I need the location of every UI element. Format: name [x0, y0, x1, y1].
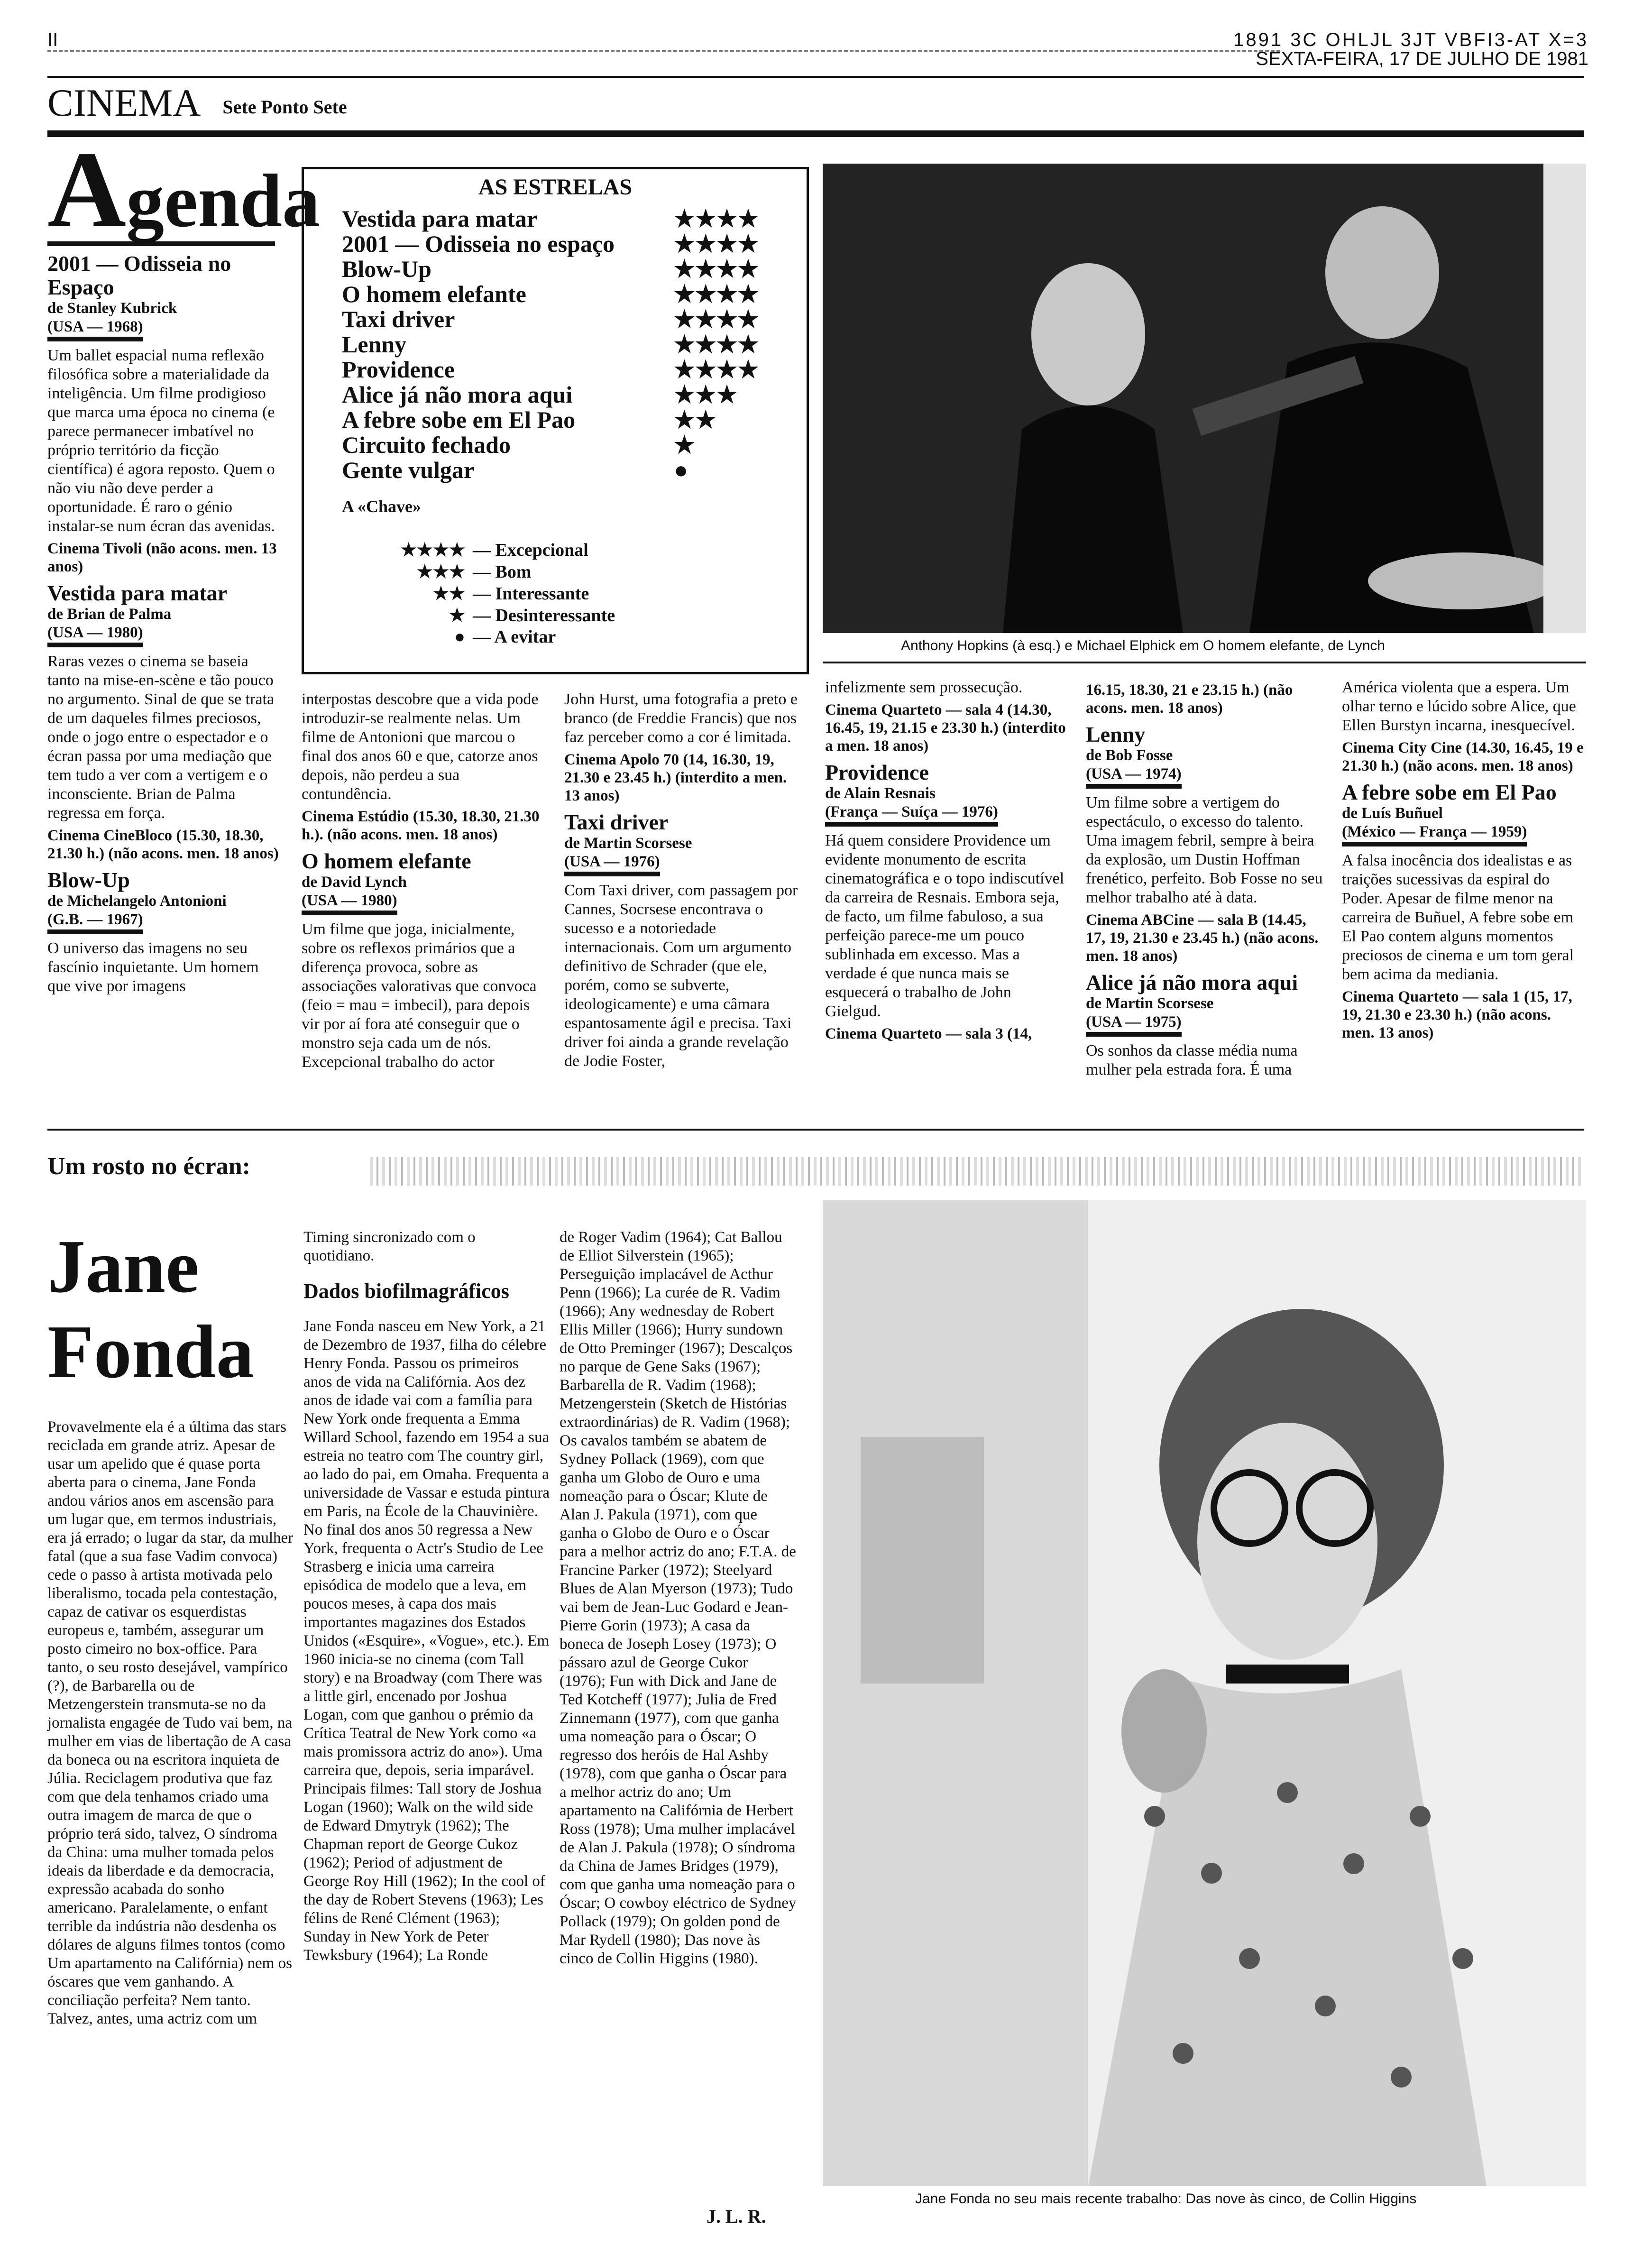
estrelas-row [342, 280, 792, 308]
film-director: de Luís Buñuel [1342, 805, 1443, 822]
key-row [342, 605, 615, 626]
estrelas-row [342, 331, 792, 358]
film-cinema: Cinema Quarteto — sala 3 (14, [825, 1025, 1032, 1042]
film-director: de David Lynch [302, 874, 407, 891]
agenda-column-3 [564, 690, 806, 1075]
rating-stars-icon: ● [674, 457, 688, 483]
section-divider [47, 1129, 1584, 1131]
continued-text: John Hurst, uma fotografia a preto e branco (de Freddie Francis) que nos faz perceber como a cor é limitada. [564, 690, 798, 746]
agenda-column-2 [302, 690, 543, 1076]
agenda-column-6 [1342, 678, 1584, 1047]
film-title: O homem elefante [302, 849, 471, 873]
estrelas-film: Gente vulgar [342, 457, 475, 483]
rating-stars-icon: ★★★★ [674, 230, 759, 257]
estrelas-film: Alice já não mora aqui [342, 381, 573, 408]
film-review: O universo das imagens no seu fascínio inquietante. Um homem que vive por imagens [47, 939, 259, 995]
feature-title-line1: Jane [47, 1224, 199, 1308]
estrelas-box [302, 167, 809, 674]
continued-text: América violenta que a espera. Um olhar terno e lúcido sobre Alice, que Ellen Burstyn incarna, inesquecível. [1342, 679, 1576, 734]
film-director: de Martin Scorsese [1086, 995, 1214, 1012]
section-name: CINEMA [47, 81, 199, 124]
photo-jane-fonda-caption: Jane Fonda no seu mais recente trabalho: Das nove às cinco, de Collin Higgins [915, 2191, 1417, 2207]
feature-text: Provavelmente ela é a última das stars reciclada em grande atriz. Apesar de usar um apelido que é quase porta aberta para o cinema, Jane Fonda andou vários anos em ascensão para um lugar que, em termos industriais, era já errado; o lugar da star, da mulher fatal (que a sua fase Vadim convoca) cede o passo à artista motivada pelo liberalismo, tocada pela contestação, capaz de cativar os esquerdistas europeus e, também, assegurar um posto cimeiro no box-office. Para tanto, o seu rosto desejável, vampírico (?), de Barbarella ou de Metzengerstein transmuta-se no da jornalista engagée de Tudo vai bem, na mulher em vias de libertação de A casa da boneca ou na escritora inquieta de Júlia. Reciclagem produtiva que faz com que dela tenhamos criado uma outra imagem de marca de que o próprio terá sido, talvez, O síndroma da China: uma mulher tomada pelos ideais da liberdade e da democracia, expressão acabada do sonho americano. Paralelamente, o enfant terrible da indústria não desdenha os dólares de alguns filmes tontos (como Um apartamento na Califórnia) nem os óscares que vem ganhando. A conciliação perfeita? Nem tanto. Talvez, antes, uma actriz com um [47, 1418, 294, 2027]
film-origin: (USA — 1980) [47, 624, 143, 647]
film-review: Os sonhos da classe média numa mulher pela estrada fora. É uma [1086, 1042, 1298, 1078]
film-title: Taxi driver [564, 810, 669, 834]
key-label: — Desinteressante [473, 606, 615, 626]
header-rule [47, 76, 1584, 78]
key-label: — A evitar [473, 627, 556, 647]
feature-title-line2: Fonda [47, 1309, 254, 1394]
film-title: Providence [825, 760, 929, 784]
key-row [342, 561, 532, 582]
film-title: Blow-Up [47, 868, 130, 892]
estrelas-row [342, 356, 792, 383]
feature-column-2 [303, 1228, 550, 1969]
film-review: Um ballet espacial numa reflexão filosófica sobre a materialidade da inteligência. Um filme prodigioso que marca uma época no cinema (e parece permanecer imbatível no próprio território da ficção científica) é agora reposto. Quem o não viu não deve perder a oportunidade. É raro o génio instalar-se num écran das avenidas. [47, 347, 275, 535]
section-subtitle: Sete Ponto Sete [222, 96, 347, 118]
film-cinema: Cinema Tivoli (não acons. men. 13 anos) [47, 540, 277, 575]
film-title: 2001 — Odisseia no Espaço [47, 251, 231, 299]
estrelas-row [342, 381, 792, 408]
film-director: de Martin Scorsese [564, 835, 692, 852]
estrelas-film: Providence [342, 356, 455, 383]
key-symbol-icon: ● [454, 627, 465, 647]
header-date: SEXTA-FEIRA, 17 DE JULHO DE 1981 [1256, 48, 1588, 69]
key-symbol-icon: ★★★★ [400, 540, 465, 560]
estrelas-row [342, 456, 792, 484]
film-cinema: Cinema Quarteto — sala 4 (14.30, 16.45, 19, 21.15 e 23.30 h.) (interdito a men. 18 anos) [825, 701, 1066, 754]
film-review: Há quem considere Providence um evidente monumento de escrita cinematográfica e o topo indiscutível da carreira de Resnais. Embora seja, de facto, um filme fabuloso, a sua perfeição parece-me um pouco sublinhada em excesso. Mas a verdade é que nunca mais se esquecerá o trabalho de John Gielgud. [825, 832, 1065, 1020]
film-title: Lenny [1086, 722, 1146, 746]
film-title: Alice já não mora aqui [1086, 970, 1298, 994]
feature-heading: Dados biofilmagráficos [303, 1279, 509, 1303]
mirror-text: 1891 3C OHLJL 3JT VBFI3-AT X=3 [1233, 29, 1588, 50]
key-label: — Excepcional [473, 540, 588, 560]
key-symbol-icon: ★★ [432, 584, 465, 604]
film-director: de Brian de Palma [47, 606, 172, 623]
film-director: de Alain Resnais [825, 785, 936, 802]
filmography: de Roger Vadim (1964); Cat Ballou de Elliot Silverstein (1965); Perseguição implacável de Acthur Penn (1966); La curée de R. Vadim (1966); Any wednesday de Robert Ellis Miller (1966); Hurry sundown de Otto Preminger (1967); Descalços no parque de Gene Saks (1967); Barbarella de R. Vadim (1968); Metzengerstein (Sketch de Histórias extraordinárias) de R. Vadim (1968); Os cavalos também se abatem de Sydney Pollack (1969), com que ganha um Globo de Ouro e uma nomeação para o Óscar; Klute de Alan J. Pakula (1971), com que ganha o Globo de Ouro e o Óscar para a melhor actriz do ano; F.T.A. de Francine Parker (1972); Steelyard Blues de Alan Myerson (1973); Tudo vai bem de Jean-Luc Godard e Jean-Pierre Gorin (1973); A casa da boneca de Joseph Losey (1973); O pássaro azul de George Cukor (1976); Fun with Dick and Jane de Ted Kotcheff (1977); Julia de Fred Zinnemann (1977), com que ganha uma nomeação para o Óscar; O regresso dos heróis de Hal Ashby (1978), com que ganha o Óscar para a melhor actriz do ano; Um apartamento na Califórnia de Herbert Ross (1978); Uma mulher implacável de Alan J. Pakula (1978); O síndroma da China de James Bridges (1979), com que ganha uma nomeação para o Óscar; O cowboy eléctrico de Sydney Pollack (1979); On golden pond de Mar Rydell (1980); Das nove às cinco de Collin Higgins (1980). [560, 1229, 797, 1967]
film-origin: (França — Suíça — 1976) [825, 803, 998, 827]
film-cinema: Cinema Quarteto — sala 1 (15, 17, 19, 21.30 e 23.30 h.) (não acons. men. 13 anos) [1342, 988, 1572, 1041]
photo-homem-elefante-caption: Anthony Hopkins (à esq.) e Michael Elphick em O homem elefante, de Lynch [901, 638, 1386, 653]
rating-stars-icon: ★★★ [674, 381, 738, 408]
feature-bio: Jane Fonda nasceu em New York, a 21 de Dezembro de 1937, filha do célebre Henry Fonda. Passou os primeiros anos de vida na Califórnia. Aos dez anos de idade vai com a família para New York onde frequenta a Emma Willard School, fazendo em 1954 a sua estreia no teatro com The country girl, ao lado do pai, em Omaha. Frequenta a universidade de Vassar e estuda pintura em Paris, na École de la Chauvinière. No final dos anos 50 regressa a New York, frequenta o Actr's Studio de Lee Strasberg e inicia uma carreira episódica de modelo que a leva, em poucos meses, à capa dos mais importantes magazines dos Estados Unidos («Esquire», «Vogue», etc.). Em 1960 inicia-se no cinema (com Tall story) e na Broadway (com There was a little girl, encenado por Joshua Logan, com que ganhou o prémio da Crítica Teatral de New York como «a mais promissora actriz do ano»). Uma carreira que, depois, seria imparável. Principais filmes: Tall story de Joshua Logan (1960); Walk on the wild side de Edward Dmytryk (1962); The Chapman report de George Cukoz (1962); Period of adjustment de George Roy Hill (1962); In the cool of the day de Robert Stevens (1963); Les félins de René Clément (1963); Sunday in New York de Peter Tewksbury (1964); La Ronde [303, 1318, 550, 1964]
key-label: — Bom [473, 562, 532, 582]
film-cinema: Cinema City Cine (14.30, 16.45, 19 e 21.30 h.) (não acons. men. 18 anos) [1342, 739, 1584, 774]
rating-stars-icon: ★ [674, 432, 695, 458]
caption-rule [823, 662, 1586, 663]
film-title: Vestida para matar [47, 581, 228, 605]
continued-text: infelizmente sem prossecução. [825, 679, 1023, 696]
estrelas-row [342, 230, 792, 258]
rating-stars-icon: ★★ [674, 406, 716, 433]
film-cinema: Cinema ABCine — sala B (14.45, 17, 19, 21.30 e 23.45 h.) (não acons. men. 18 anos) [1086, 911, 1319, 965]
page-header [47, 29, 1588, 69]
page-number: II [47, 29, 58, 50]
section-rule [47, 130, 1584, 137]
film-origin: (USA — 1976) [564, 853, 660, 876]
estrelas-film: Taxi driver [342, 306, 455, 332]
photo-homem-elefante-image [823, 164, 1586, 633]
continued-text: interpostas descobre que a vida pode introduzir-se realmente nelas. Um filme de Antonioni que marcou o final dos anos 60 e que, catorze anos depois, não perdeu a sua contundência. [302, 690, 539, 803]
film-review: Raras vezes o cinema se baseia tanto na mise-en-scène e tão pouco no argumento. Sinal de que se trata de um daqueles filmes preciosos, onde o jogo entre o espectador e o écran passa por uma mediação que tem tudo a ver com a vertigem e o inconsciente. Brian de Palma regressa em força. [47, 653, 275, 822]
photo-jane-fonda-image [823, 1200, 1586, 2186]
key-symbol-icon: ★★★ [416, 562, 465, 582]
feature-column-1 [47, 1418, 294, 2032]
film-origin: (G.B. — 1967) [47, 911, 143, 934]
rating-stars-icon: ★★★★ [674, 281, 759, 307]
rating-stars-icon: ★★★★ [674, 356, 759, 383]
film-origin: (USA — 1974) [1086, 765, 1182, 789]
film-director: de Michelangelo Antonioni [47, 892, 227, 910]
estrelas-film: A febre sobe em El Pao [342, 406, 576, 433]
agenda-column-1 [47, 129, 321, 1000]
film-cinema: Cinema Apolo 70 (14, 16.30, 19, 21.30 e 23.45 h.) (interdito a men. 13 anos) [564, 751, 787, 804]
estrelas-film: 2001 — Odisseia no espaço [342, 230, 615, 257]
film-origin: (USA — 1980) [302, 892, 397, 915]
signature: J. L. R. [707, 2206, 766, 2227]
rosto-label: Um rosto no écran: [47, 1153, 250, 1180]
agenda-column-4 [825, 678, 1067, 1048]
estrelas-row [342, 305, 792, 333]
film-review: A falsa inocência dos idealistas e as traições sucessivas da espiral do Poder. Apesar de filme menor na carreira de Buñuel, A febre sobe em El Pao contem alguns momentos preciosos de cinema e um tom geral bem acima da mediania. [1342, 852, 1574, 983]
key-row [342, 583, 589, 604]
film-review: Um filme que joga, inicialmente, sobre os reflexos primários que a diferença provoca, sobre as associações valorativas que convoca (feio = mau = imbecil), para depois vir por aí fora até conseguir que o monstro seja cada um de nós. Excepcional trabalho do actor [302, 920, 537, 1071]
agenda-column-5 [1086, 678, 1328, 1083]
halftone-band [370, 1157, 1584, 1186]
estrelas-film: Blow-Up [342, 256, 431, 282]
estrelas-row [342, 255, 792, 283]
section-title [47, 81, 347, 125]
estrelas-film: Vestida para matar [342, 205, 538, 232]
photo-homem-elefante [823, 164, 1586, 633]
photo-jane-fonda [823, 1200, 1586, 2186]
film-title: A febre sobe em El Pao [1342, 780, 1557, 804]
agenda-title: Agenda [47, 129, 321, 250]
film-origin: (México — França — 1959) [1342, 823, 1527, 846]
film-cinema: Cinema CineBloco (15.30, 18.30, 21.30 h.) (não acons. men. 18 anos) [47, 827, 279, 862]
key-title: A «Chave» [342, 497, 422, 516]
estrelas-row [342, 406, 792, 433]
film-director: de Stanley Kubrick [47, 300, 177, 317]
rating-stars-icon: ★★★★ [674, 205, 759, 232]
film-2001 [47, 252, 285, 576]
header-dashed-rule [47, 50, 1280, 52]
key-symbol-icon: ★ [449, 606, 465, 626]
film-cinema: Cinema Estúdio (15.30, 18.30, 21.30 h.). (não acons. men. 18 anos) [302, 808, 540, 843]
film-review: Um filme sobre a vertigem do espectáculo, o excesso do talento. Uma imagem febril, sempre à beira da explosão, um Dustin Hoffman frenético, perfeito. Bob Fosse no seu melhor trabalho até à data. [1086, 794, 1323, 906]
feature-intro: Timing sincronizado com o quotidiano. [303, 1229, 476, 1264]
film-director: de Bob Fosse [1086, 747, 1173, 764]
rating-stars-icon: ★★★★ [674, 331, 759, 358]
film-blowup [47, 868, 285, 996]
estrelas-title: AS ESTRELAS [478, 175, 633, 200]
key-label: — Interessante [473, 584, 589, 604]
estrelas-row [342, 431, 792, 459]
feature-title [47, 1224, 254, 1394]
key-row [342, 626, 556, 647]
film-cinema: 16.15, 18.30, 21 e 23.15 h.) (não acons. men. 18 anos) [1086, 681, 1293, 717]
estrelas-film: Circuito fechado [342, 432, 511, 458]
film-origin: (USA — 1975) [1086, 1013, 1182, 1037]
estrelas-film: O homem elefante [342, 281, 526, 307]
estrelas-row [342, 205, 792, 232]
estrelas-film: Lenny [342, 331, 407, 358]
film-review: Com Taxi driver, com passagem por Cannes, Socrsese encontrava o sucesso e a notoriedade internacionais. Com um argumento definitivo de Schrader (que ele, porém, como se subverte, ideologicamente) e uma câmara espantosamente ágil e precisa. Taxi driver foi ainda a grande revelação de Jodie Foster, [564, 882, 798, 1070]
film-vestida [47, 581, 285, 863]
feature-column-3 [560, 1228, 797, 1972]
rating-stars-icon: ★★★★ [674, 306, 759, 332]
rating-stars-icon: ★★★★ [674, 256, 759, 282]
film-origin: (USA — 1968) [47, 318, 143, 341]
key-row [342, 539, 588, 561]
